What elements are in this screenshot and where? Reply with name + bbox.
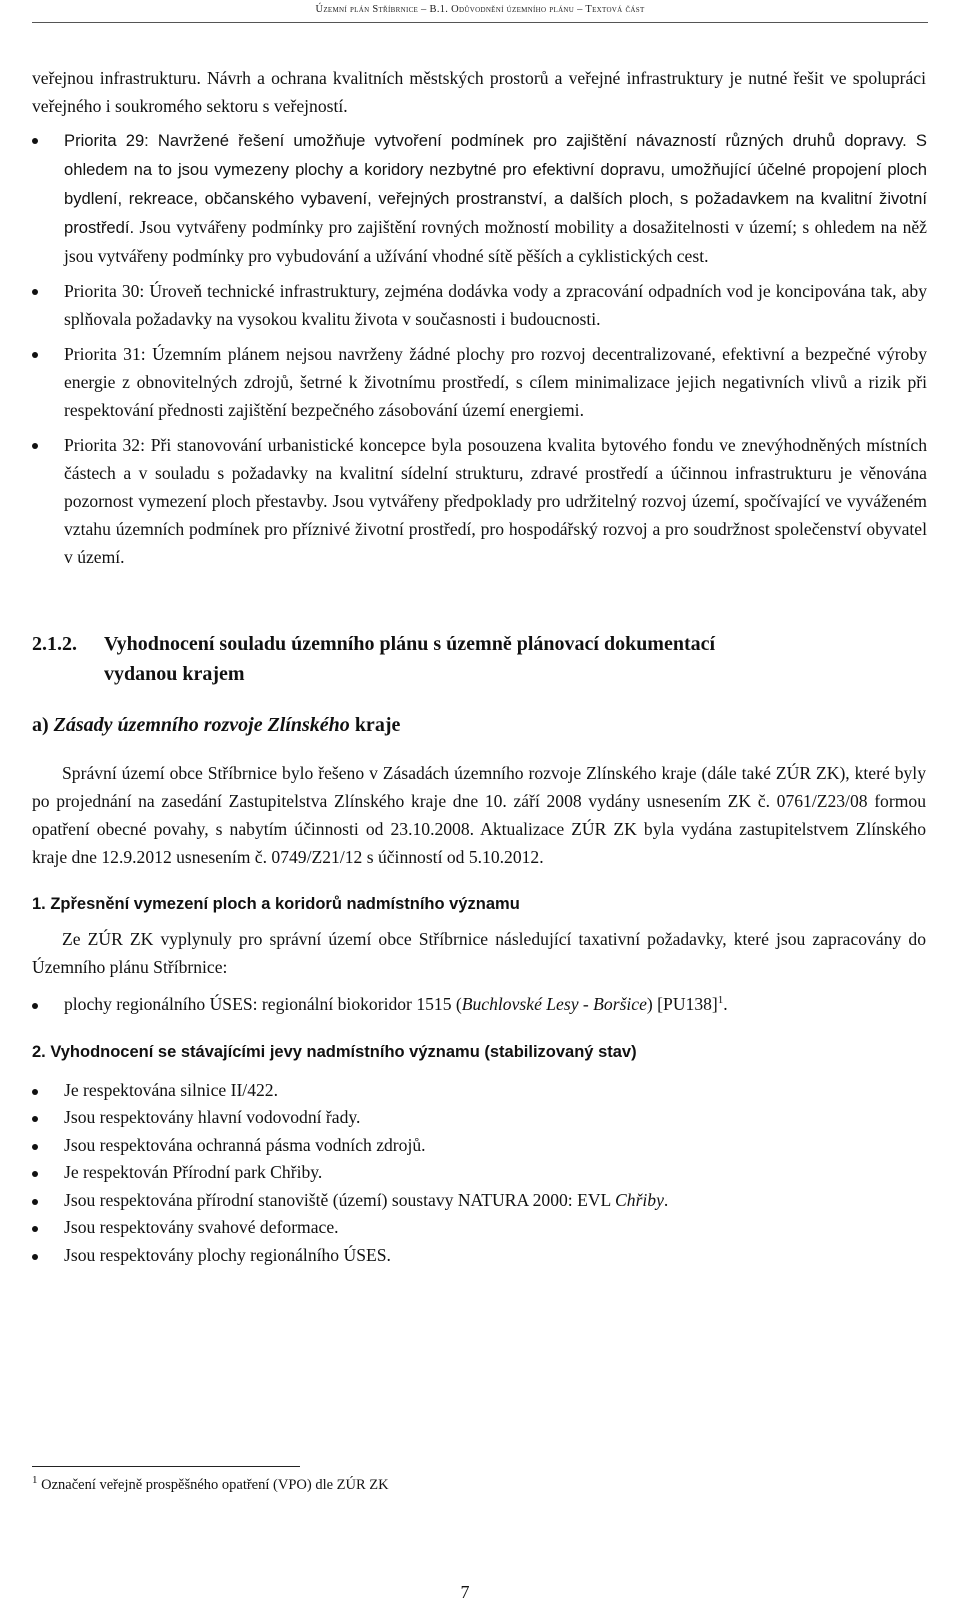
list-item	[64, 1159, 927, 1187]
priority-list	[64, 126, 927, 571]
footnote-text: Označení veřejně prospěšného opatření (VPO) dle ZÚR ZK	[41, 1477, 389, 1493]
priority-item-29	[64, 126, 927, 270]
priority-29-tail: Jsou vytvářeny podmínky pro zajištění rovných možností mobility a dosažitelnosti v území; s ohledem na něž jsou vytvářeny podmínky pro vybudování a užívání vhodné sítě pěších a cyklistických cest.	[64, 217, 927, 266]
list-item	[64, 1132, 927, 1160]
priority-item-30	[64, 277, 927, 333]
section-title-line2: vydanou krajem	[104, 663, 245, 685]
subsection-heading	[32, 711, 926, 739]
list-item	[64, 991, 927, 1019]
subsection-prefix: a)	[32, 714, 49, 736]
bullet-icon	[32, 352, 38, 358]
subsection-title-italic: Zásady územního rozvoje Zlínského	[53, 714, 350, 736]
bullet-icon	[32, 1254, 38, 1260]
priority-29-lead: Priorita 29: Navržené řešení umožňuje vytvoření podmínek pro zajištění návazností různých druhů dopravy.	[64, 131, 907, 150]
bullet-icon	[32, 1144, 38, 1150]
heading-1: 1. Zpřesnění vymezení ploch a koridorů nadmístního významu	[32, 895, 520, 913]
bullet-icon	[32, 1116, 38, 1122]
list-item	[64, 1214, 927, 1242]
list-item	[64, 1104, 927, 1132]
list-item-text: Jsou respektovány hlavní vodovodní řady.	[64, 1107, 361, 1127]
list-item-text: Je respektována silnice II/422.	[64, 1079, 278, 1100]
footnote-mark: 1	[32, 1474, 38, 1487]
priority-item-31	[64, 340, 927, 424]
list-item-text: Jsou respektovány svahové deformace.	[64, 1217, 339, 1237]
priority-31-text: Priorita 31: Územním plánem nejsou navrženy žádné plochy pro rozvoj decentralizované, efektivní a bezpečné výroby energie z obnovitelných zdrojů, šetrné k životnímu prostředí, s cílem minimalizace jejich negativních vlivů a rizik při respektování přednosti zajištění bezpečného zásobování území energiemi.	[64, 344, 927, 420]
list-item	[64, 1242, 927, 1270]
bullet-icon	[32, 1089, 38, 1095]
heading-2-list	[64, 1077, 927, 1270]
priority-32-text: Priorita 32: Při stanovování urbanistické koncepce byla posouzena kvalita bytového fondu ve znevýhodněných místních částech a v souladu s požadavky na kvalitní sídelní strukturu, zdravé prostředí a účinnou infrastrukturu je věnována pozornost vymezení ploch přestavby. Jsou vytvářeny předpoklady pro udržitelný rozvoj území, spočívající ve vyváženém vztahu územních podmínek pro příznivé životní prostředí, pro hospodářský rozvoj a pro soudržnost společenství obyvatel v území.	[64, 435, 927, 567]
bullet-icon	[32, 289, 38, 295]
page-number: 7	[460, 1582, 470, 1602]
priority-30-text: Priorita 30: Úroveň technické infrastruktury, zejména dodávka vody a zpracování odpadních vod je koncipována tak, aby splňovala požadavky na vysokou kvalitu života v současnosti i budoucnosti.	[64, 281, 927, 329]
list-item-text: Jsou respektovány plochy regionálního ÚSES.	[64, 1244, 391, 1265]
priority-item-32	[64, 431, 927, 571]
header-rule	[32, 22, 928, 23]
uses-item-before: plochy regionálního ÚSES: regionální biokoridor 1515 (	[64, 994, 462, 1014]
footnote-reference[interactable]: 1	[717, 994, 724, 1007]
natura-item-before: Jsou respektována přírodní stanoviště (území) soustavy NATURA 2000: EVL	[64, 1189, 616, 1210]
list-item-text: Jsou respektována ochranná pásma vodních zdrojů.	[64, 1134, 426, 1155]
footnote-rule	[32, 1466, 300, 1467]
intro-paragraph: Správní území obce Stříbrnice bylo řešeno v Zásadách územního rozvoje Zlínského kraje (dále také ZÚR ZK), které byly po projednání na zasedání Zastupitelstva Zlínského kraje dne 10. září 2008 vydány usnesením ZK č. 0761/Z23/08 formou opatření obecné povahy, s nabytím účinnosti od 23.10.2008. Aktualizace ZÚR ZK byla vydána zastupitelstvem Zlínského kraje dne 12.9.2012 usnesením č. 0749/Z21/12 s účinností od 5.10.2012.	[32, 763, 926, 867]
natura-item-italic: Chřiby	[615, 1189, 664, 1210]
bullet-icon	[32, 1199, 38, 1205]
uses-item-italic: Buchlovské Lesy - Boršice	[461, 994, 647, 1014]
running-header: Územní plán Stříbrnice – B.1. Odůvodnění územního plánu – Textová část	[315, 4, 645, 15]
bullet-icon	[32, 443, 38, 449]
footnote	[32, 1476, 389, 1494]
heading-1-list	[64, 991, 927, 1019]
section-title-line1: Vyhodnocení souladu územního plánu s územně plánovací dokumentací	[104, 633, 716, 655]
section-heading	[32, 629, 926, 689]
uses-item-after: ) [PU138]	[646, 994, 718, 1014]
natura-item-after: .	[663, 1189, 669, 1210]
list-item	[64, 1187, 927, 1215]
list-item	[64, 1077, 927, 1105]
heading-1-paragraph: Ze ZÚR ZK vyplynuly pro správní území obce Stříbrnice následující taxativní požadavky, které jsou zapracovány do Územního plánu Stříbrnice:	[32, 929, 926, 977]
heading-2: 2. Vyhodnocení se stávajícími jevy nadmístního významu (stabilizovaný stav)	[32, 1042, 637, 1061]
bullet-icon	[32, 1003, 38, 1009]
uses-item-end: .	[723, 994, 728, 1014]
priority-29-text: S ohledem na to jsou vymezeny plochy a koridory nezbytné pro efektivní dopravu, umožňující účelné propojení ploch bydlení, rekreace, občanského vybavení, veřejných prostranství, a dalších ploch, s požadavkem na kvalitní životní prostředí.	[64, 131, 927, 237]
bullet-icon	[32, 1226, 38, 1232]
section-number: 2.1.2.	[32, 633, 77, 655]
bullet-icon	[32, 138, 38, 144]
continuation-paragraph: veřejnou infrastrukturu. Návrh a ochrana kvalitních městských prostorů a veřejné infrastruktury je nutné řešit ve spolupráci veřejného i soukromého sektoru s veřejností.	[32, 68, 926, 116]
bullet-icon	[32, 1171, 38, 1177]
subsection-title-rest: kraje	[354, 714, 401, 736]
page-content	[32, 64, 926, 1269]
list-item-text: Je respektován Přírodní park Chřiby.	[64, 1162, 323, 1182]
